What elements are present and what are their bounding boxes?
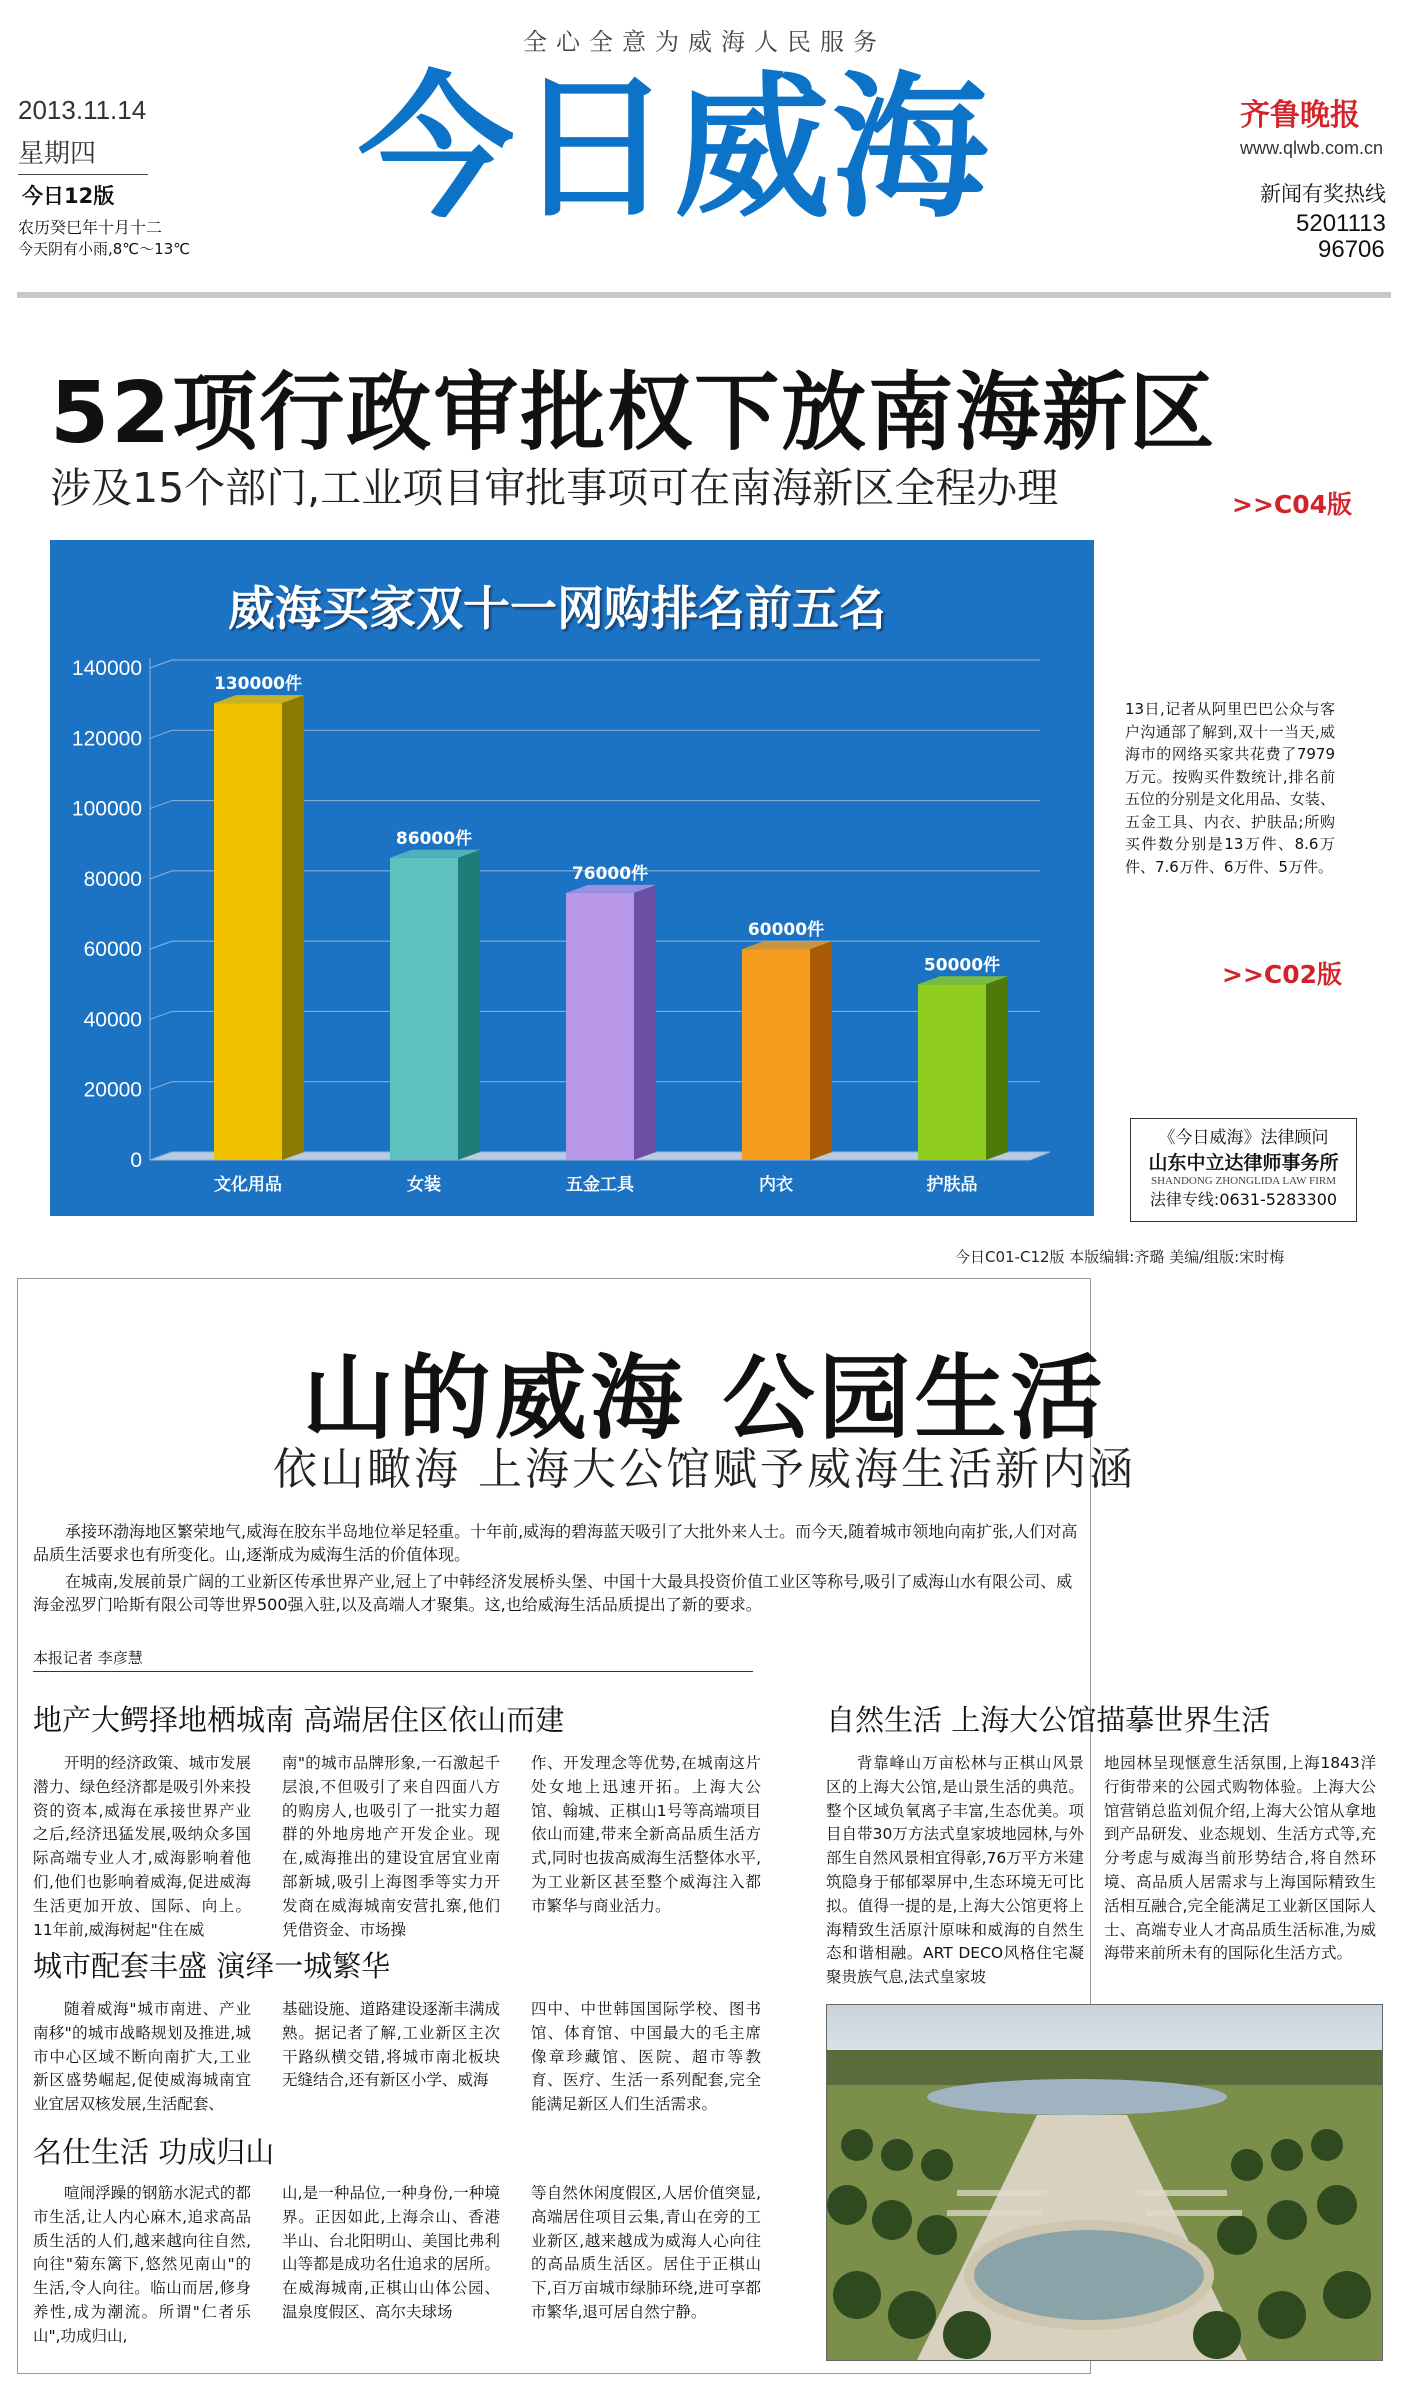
gridline-diagonal [150, 801, 172, 809]
section-title: 名仕生活 功成归山 [33, 2135, 275, 2169]
feature-subtitle: 依山瞰海 上海大公馆赋予威海生活新内涵 [273, 1444, 1136, 1495]
masthead-motto: 全心全意为威海人民服务 [523, 28, 886, 56]
section-title: 自然生活 上海大公馆描摹世界生活 [826, 1703, 1271, 1737]
lead-subhead: 涉及15个部门,工业项目审批事项可在南海新区全程办理 [50, 464, 1059, 512]
x-tick-label: 五金工具 [566, 1175, 634, 1195]
article-column: 山,是一种品位,一种身份,一种境界。正因如此,上海佘山、香港半山、台北阳明山、美国比弗利山等都是成功名仕追求的居所。在威海城南,正棋山山体公园、温泉度假区、高尔夫球场 [282, 2184, 500, 2321]
bar [390, 858, 458, 1160]
intro-paragraph: 承接环渤海地区繁荣地气,威海在胶东半岛地位举足轻重。十年前,威海的碧海蓝天吸引了大批外来人士。而今天,随着城市领地向南扩张,人们对高品质生活要求也有所变化。山,逐渐成为威海生活的价值体现。 [33, 1522, 1078, 1564]
gridline-diagonal [150, 1082, 172, 1090]
bar-chart [50, 540, 1094, 1216]
article-column: 等自然休闲度假区,人居价值突显,高端居住项目云集,青山在旁的工业新区,越来越成为威海人心向往的高品质生活区。居住于正棋山下,百万亩城市绿肺环绕,进可享都市繁华,退可居自然宁静。 [531, 2184, 761, 2321]
masthead-divider [17, 292, 1391, 298]
law-ad-title: 《今日威海》法律顾问 [1158, 1128, 1329, 1148]
garden-photo [826, 2004, 1383, 2361]
edition-count: 今日12版 [22, 184, 115, 208]
lead-headline[interactable]: 52项行政审批权下放南海新区 [50, 364, 1217, 463]
bar [566, 893, 634, 1160]
y-tick-label: 60000 [83, 938, 142, 962]
x-tick-label: 女装 [407, 1175, 441, 1195]
bar-value-label: 86000件 [395, 828, 473, 849]
bar-value-label: 60000件 [747, 920, 825, 941]
x-tick-label: 文化用品 [214, 1175, 282, 1195]
issue-weekday: 星期四 [18, 133, 148, 175]
weather-forecast: 今天阴有小雨,8℃～13℃ [18, 240, 191, 258]
y-tick-label: 0 [130, 1149, 142, 1172]
page-credits: 今日C01-C12版 本版编辑:齐璐 美编/组版:宋时梅 [955, 1248, 1285, 1266]
lunar-date: 农历癸巳年十月十二 [18, 218, 163, 237]
article-column: 背靠峰山万亩松林与正棋山风景区的上海大公馆,是山景生活的典范。整个区域负氧离子丰富,生态优美。项目自带30万方法式皇家坡地园林,与外部生自然风景相宜得彰,76万平方米建筑隐身于郁郁翠屏中,生态环境无可比拟。值得一提的是,上海大公馆更将上海精致生活原汁原味和威海的自然生态和谐相融。ART DECO风格住宅凝聚贵族气息,法式皇家坡 [826, 1754, 1084, 1987]
bar-value-label: 50000件 [923, 955, 1001, 976]
brand-url[interactable]: www.qlwb.com.cn [1240, 138, 1384, 158]
y-tick-label: 100000 [71, 797, 142, 821]
gridline-diagonal [150, 941, 172, 949]
hotline-label: 新闻有奖热线 [1260, 182, 1386, 206]
chart-caption: 13日,记者从阿里巴巴公众与客户沟通部了解到,双十一当天,威海市的网络买家共花费了7979万元。按购买件数统计,排名前五位的分别是文化用品、女装、五金工具、内衣、护肤品;所购买件数分别是13万件、8.6万件、7.6万件、6万件、5万件。 [1125, 700, 1336, 876]
gridline-diagonal [150, 1011, 172, 1019]
section-title: 城市配套丰盛 演绎一城繁华 [33, 1949, 391, 1983]
article-column: 作、开发理念等优势,在城南这片处女地上迅速开拓。上海大公馆、翰城、正棋山1号等高端项目依山而建,带来全新高品质生活方式,同时也拔高威海生活整体水平,为工业新区甚至整个威海注入都市繁华与商业活力。 [531, 1754, 761, 1915]
y-tick-label: 140000 [71, 657, 142, 680]
law-firm-phone: 法律专线:0631-5283300 [1149, 1190, 1338, 1209]
section-title: 地产大鳄择地栖城南 高端居住区依山而建 [33, 1703, 565, 1737]
bar-side [986, 976, 1008, 1160]
bar-value-label: 76000件 [571, 863, 649, 884]
y-tick-label: 20000 [83, 1078, 142, 1102]
article-column: 地园林呈现惬意生活氛围,上海1843洋行街带来的公园式购物体验。上海大公馆营销总监刘侃介绍,上海大公馆从拿地到产品研发、业态规划、生活方式等,充分考虑与威海当前形势结合,将自然环境、高品质人居需求与上海国际精致生活相互融合,完全能满足工业新区国际人士、高端专业人才高品质生活标准,为威海带来前所未有的国际化生活方式。 [1104, 1754, 1376, 1963]
feature-title[interactable]: 山的威海 公园生活 [302, 1345, 1107, 1452]
bar [214, 703, 282, 1160]
article-column: 南"的城市品牌形象,一石激起千层浪,不但吸引了来自四面八方的购房人,也吸引了一批实力超群的外地房地产开发企业。现在,威海推出的建设宜居宜业南部新城,吸引上海图季等实力开发商在威海城南安营扎寨,他们凭借资金、市场操 [282, 1754, 500, 1939]
article-column: 随着威海"城市南进、产业南移"的城市战略规划及推进,城市中心区域不断向南扩大,工业新区盛势崛起,促使威海城南宜业宜居双核发展,生活配套、 [33, 2000, 251, 2114]
gridline-diagonal [150, 660, 172, 668]
brand-logo: 齐鲁晚报 [1240, 98, 1360, 133]
hotline-number-2: 96706 [1318, 236, 1385, 263]
chart-panel [50, 540, 1094, 1216]
bar-side [634, 885, 656, 1160]
article-column: 基础设施、道路建设逐渐丰满成熟。据记者了解,工业新区主次干路纵横交错,将城市南北板块无缝结合,还有新区小学、威海 [282, 2000, 500, 2090]
law-firm-name: 山东中立达律师事务所 [1148, 1152, 1339, 1174]
law-firm-ad [1130, 1118, 1357, 1222]
bar-side [458, 850, 480, 1160]
article-column: 开明的经济政策、城市发展潜力、绿色经济都是吸引外来投资的资本,威海在承接世界产业之后,经济迅猛发展,吸纳众多国际高端专业人才,威海影响着他们,他们也影响着威海,促进威海生活更加开放、国际、向上。11年前,威海树起"住在威 [33, 1754, 251, 1939]
y-tick-label: 40000 [83, 1008, 142, 1032]
bar [742, 949, 810, 1160]
bar-side [810, 941, 832, 1160]
bar-value-label: 130000件 [214, 674, 302, 695]
y-tick-label: 80000 [83, 867, 142, 891]
masthead-title: 今日威海 [358, 57, 990, 239]
chart-page-ref[interactable]: >>C02版 [1222, 960, 1343, 989]
x-tick-label: 护肤品 [926, 1175, 978, 1195]
gridline-diagonal [150, 730, 172, 738]
y-tick-label: 120000 [71, 727, 142, 751]
law-firm-english: SHANDONG ZHONGLIDA LAW FIRM [1151, 1175, 1336, 1187]
article-column: 四中、中世韩国国际学校、图书馆、体育馆、中国最大的毛主席像章珍藏馆、医院、超市等教育、医疗、生活一系列配套,完全能满足新区人们生活需求。 [531, 2000, 761, 2114]
lead-page-ref[interactable]: >>C04版 [1232, 490, 1353, 519]
intro-paragraph: 在城南,发展前景广阔的工业新区传承世界产业,冠上了中韩经济发展桥头堡、中国十大最具投资价值工业区等称号,吸引了威海山水有限公司、威海金泓罗门哈斯有限公司等世界500强入驻,以及高端人才聚集。这,也给威海生活品质提出了新的要求。 [33, 1572, 1073, 1614]
article-column: 喧闹浮躁的钢筋水泥式的都市生活,让人内心麻木,追求高品质生活的人们,越来越向往自然,向往"菊东篱下,悠然见南山"的生活,令人向往。临山而居,修身养性,成为潮流。所谓"仁者乐山",功成归山, [33, 2184, 251, 2345]
chart-title: 威海买家双十一网购排名前五名 [228, 582, 886, 637]
hotline-number-1: 5201113 [1296, 210, 1386, 237]
bar [918, 984, 986, 1160]
feature-intro [33, 1520, 1078, 1620]
byline: 本报记者 李彦慧 [33, 1647, 753, 1672]
x-tick-label: 内衣 [759, 1175, 793, 1195]
plot-area [72, 657, 1050, 1195]
gridline-diagonal [150, 871, 172, 879]
bar-side [282, 695, 304, 1160]
issue-date: 2013.11.14 [18, 95, 147, 125]
